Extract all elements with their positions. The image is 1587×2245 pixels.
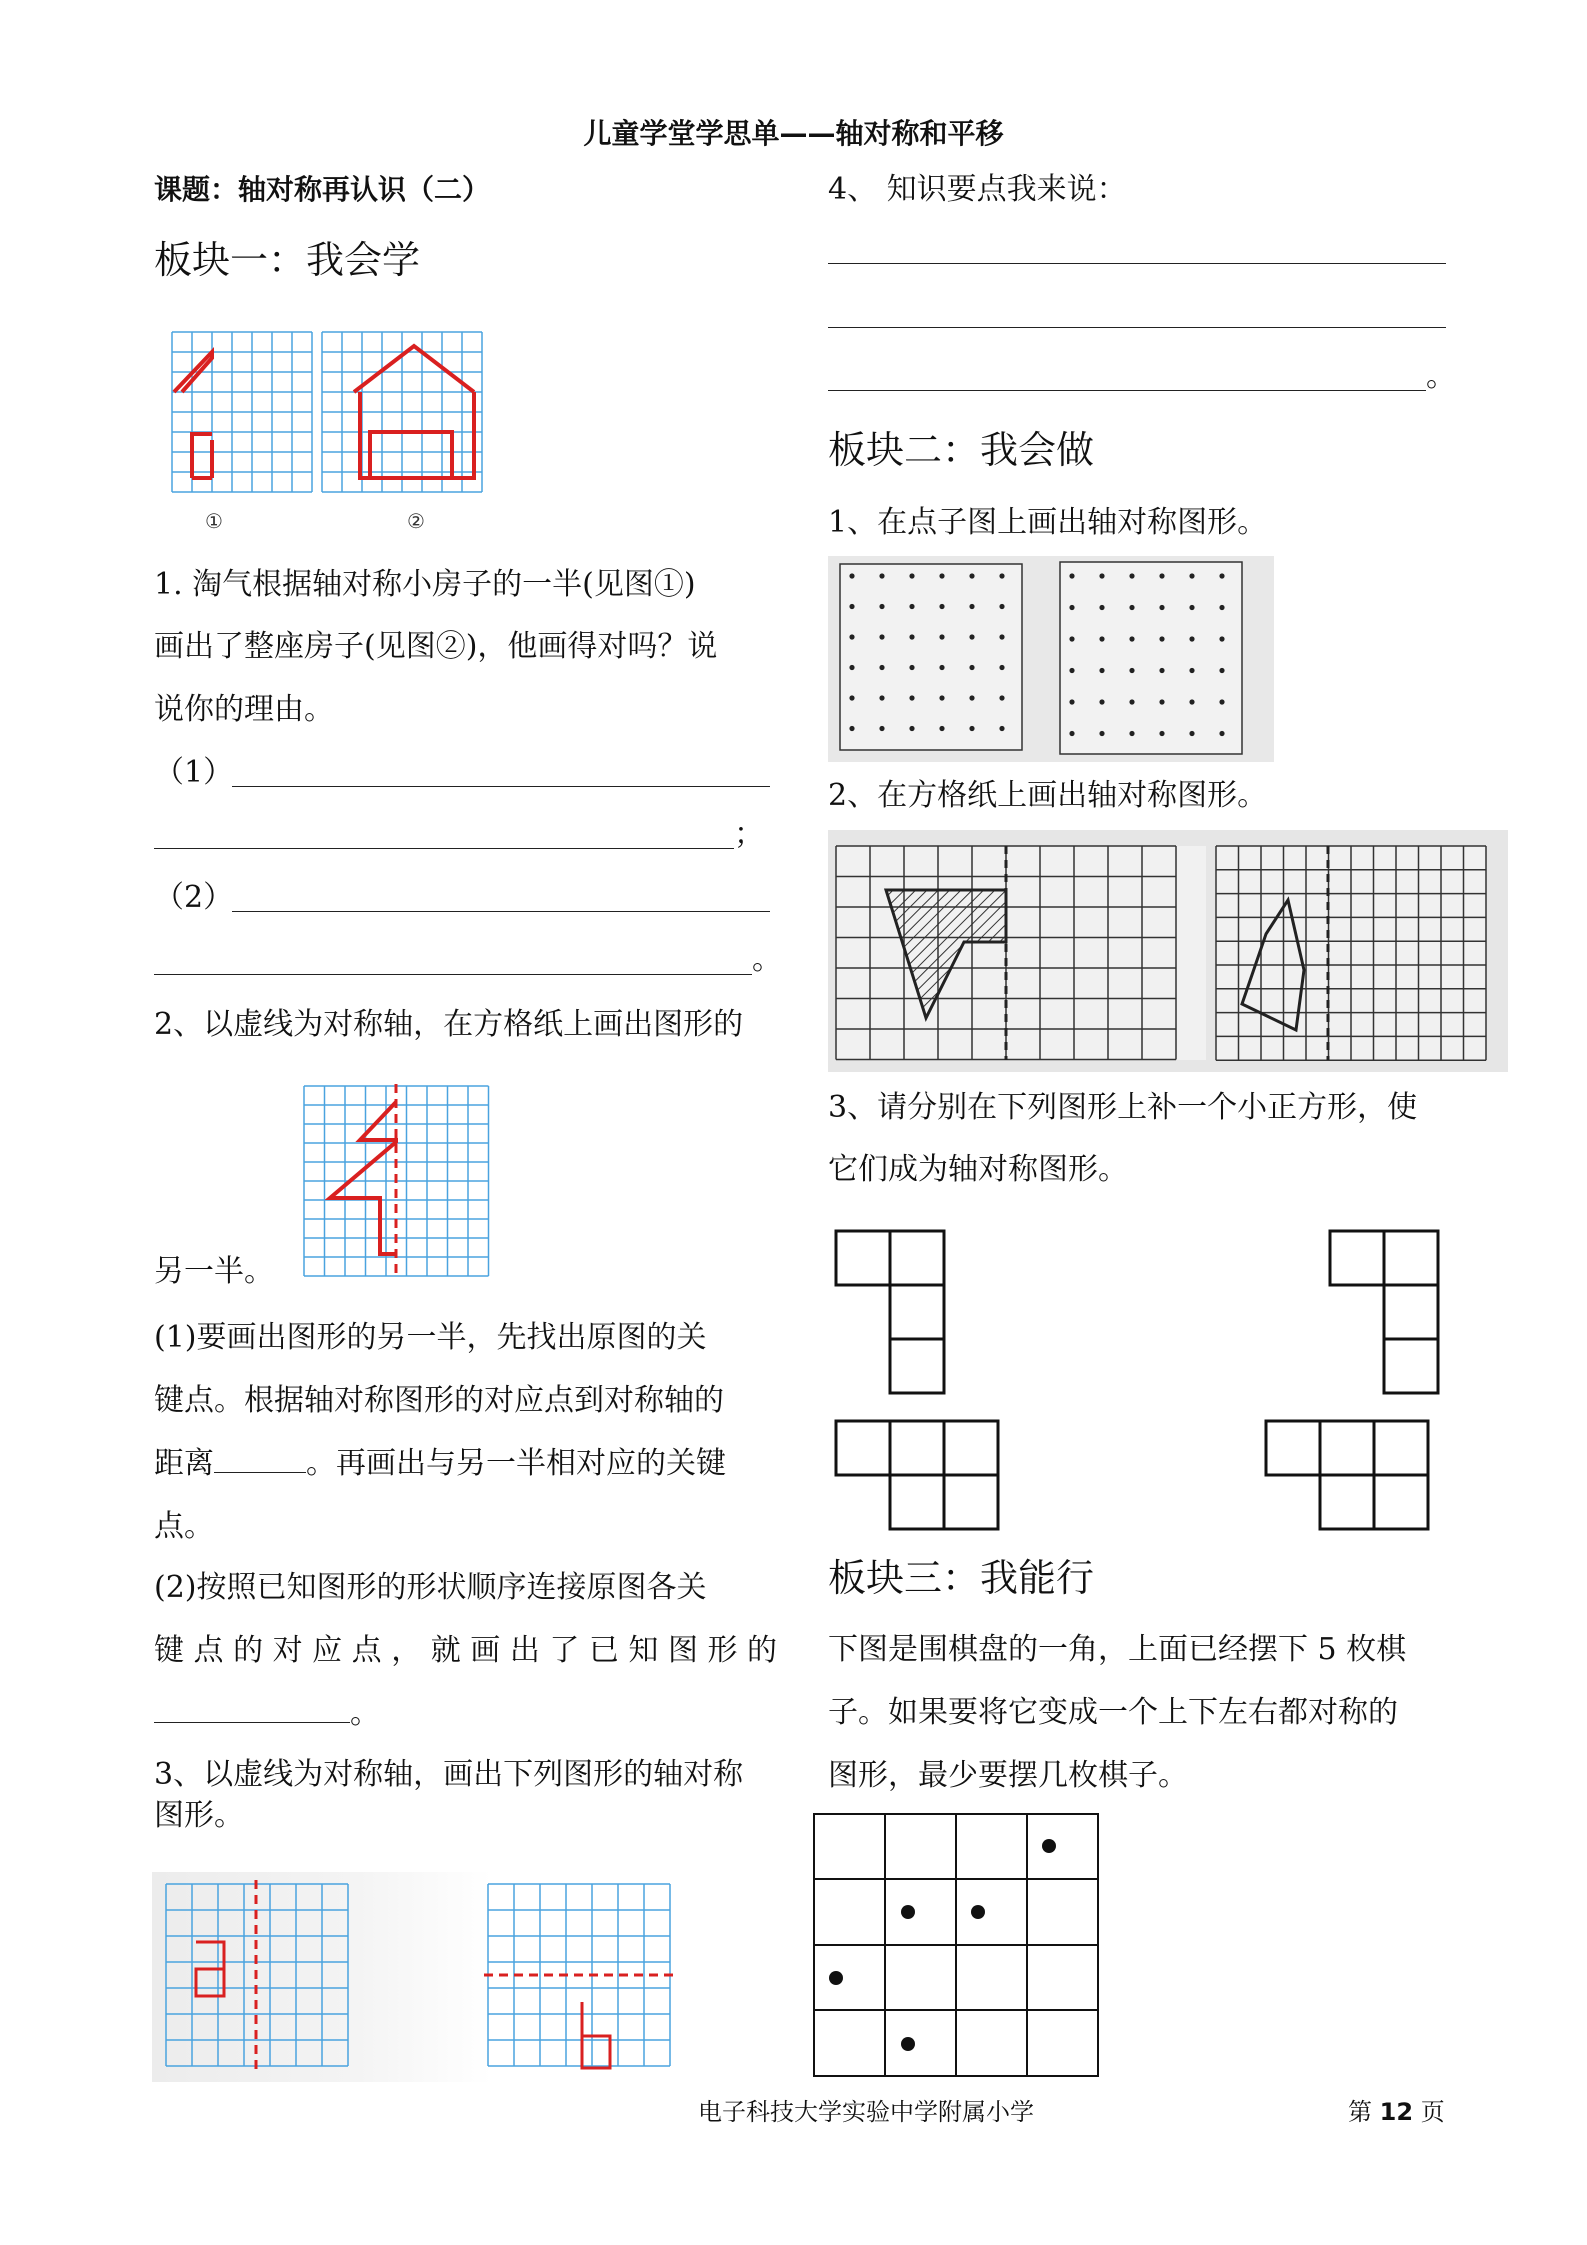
dot [939,726,944,731]
q2-sub2-line-2: 键 点 的 对 应 点 ， 就 画 出 了 已 知 图 形 的 [154,1633,778,1668]
go-stone [901,2037,915,2051]
dot [969,634,974,639]
go-stone [971,1905,985,1919]
page-title: 儿童学堂学思单——轴对称和平移 [583,117,1004,150]
dot [1099,605,1104,610]
dot [1219,668,1224,673]
dot [1129,699,1134,704]
q4-label: 4、 知识要点我来说： [828,172,1127,207]
dot [999,695,1004,700]
q2-sub1-line-3 [154,1444,726,1484]
dot [849,573,854,578]
dot [969,573,974,578]
section2-title: 板块二：我会做 [828,428,1095,472]
dot [1159,636,1164,641]
s2-q1: 1、在点子图上画出轴对称图形。 [828,505,1268,540]
dot [879,634,884,639]
q2-sub2-line-1: (2)按照已知图形的形状顺序连接原图各关 [154,1570,707,1605]
dot [939,634,944,639]
dot [1099,668,1104,673]
dot [999,604,1004,609]
half-house-drawing [174,352,212,478]
dot [939,695,944,700]
dot [909,665,914,670]
dot [1069,605,1074,610]
dot [1219,605,1224,610]
q1-line-1: 1. 淘气根据轴对称小房子的一半(见图①) [154,567,696,602]
dot [969,695,974,700]
q1-line-3: 说你的理由。 [154,692,334,727]
q2-sub2-line-3: 。 [154,1694,380,1734]
dot [1159,605,1164,610]
go-board-figure [812,1812,1102,2080]
q2-sub1-suffix: 。再画出与另一半相对应的关键 [306,1446,726,1481]
semicolon: ； [734,817,764,852]
section1-title: 板块一：我会学 [154,238,421,282]
q3-line-1: 3、以虚线为对称轴，画出下列图形的轴对称 [154,1757,744,1792]
q2-sub1-line-1: (1)要画出图形的另一半，先找出原图的关 [154,1320,707,1355]
q2-sub1-prefix: 距离 [154,1446,214,1481]
dot [1189,636,1194,641]
footer-page: 第 12 页 [1348,2098,1445,2126]
dot [1099,699,1104,704]
dot [1069,731,1074,736]
footer-school: 电子科技大学实验中学附属小学 [698,2098,1034,2126]
dot [939,604,944,609]
dot [1219,699,1224,704]
dot [1189,605,1194,610]
page-number: 12 [1379,2098,1414,2126]
dot [1069,668,1074,673]
s2-q2: 2、在方格纸上画出轴对称图形。 [828,778,1268,813]
dot [999,726,1004,731]
q3-line-2: 图形。 [154,1798,244,1833]
dot [1099,573,1104,578]
dot [849,634,854,639]
q3-grid-figure-1 [162,1880,352,2070]
q1-answer-1-label: （1） [154,755,234,790]
dot [1219,573,1224,578]
q1-answer-2-label: （2） [154,880,234,915]
dot [879,573,884,578]
dot [1069,699,1074,704]
dot [939,573,944,578]
answer-line[interactable] [828,390,1426,391]
shape-6-drawing [582,2002,610,2068]
dot [879,604,884,609]
dot [909,604,914,609]
dot [1129,605,1134,610]
dot [1069,573,1074,578]
dot [1159,699,1164,704]
shape-blank[interactable] [154,1694,350,1723]
q2-line-2: 另一半。 [154,1254,274,1289]
period: 。 [1426,359,1456,394]
house-grid-figure [152,310,492,540]
dot [909,726,914,731]
dot [999,634,1004,639]
dot [999,665,1004,670]
square-shapes-figure [828,1225,1468,1545]
q2-grid-figure [300,1082,494,1280]
dot [879,726,884,731]
square-grid-figure [828,830,1508,1072]
q3-grid-figure-2 [484,1880,674,2070]
dot [1159,731,1164,736]
dot [849,695,854,700]
dot-grid-figure [828,556,1274,762]
q1-line-2: 画出了整座房子(见图②)，他画得对吗？说 [154,629,718,664]
dot [1159,668,1164,673]
q2-sub1-line-4: 点。 [154,1509,214,1544]
dot [1219,636,1224,641]
s3-line-2: 子。如果要将它变成一个上下左右都对称的 [828,1695,1398,1730]
dot [1189,731,1194,736]
dot [969,665,974,670]
q2-line-1: 2、以虚线为对称轴，在方格纸上画出图形的 [154,1007,744,1042]
dot [879,695,884,700]
dot [1159,573,1164,578]
dot [1189,699,1194,704]
dot [879,665,884,670]
distance-blank[interactable] [214,1444,306,1473]
dot [969,604,974,609]
s3-line-3: 图形，最少要摆几枚棋子。 [828,1758,1188,1793]
dot [939,665,944,670]
period: 。 [752,942,782,977]
go-stone [901,1905,915,1919]
dot [1129,636,1134,641]
dot [1129,668,1134,673]
figure-label-2: ② [407,509,425,533]
dot [1069,636,1074,641]
dot [1129,573,1134,578]
answer-line[interactable] [154,974,752,975]
figure-label-1: ① [205,509,223,533]
dot [909,573,914,578]
dot [969,726,974,731]
dot [999,573,1004,578]
answer-line[interactable] [828,327,1446,328]
dot [849,726,854,731]
go-stone [829,1971,843,1985]
section3-title: 板块三：我能行 [828,1556,1095,1600]
dot [849,665,854,670]
dot [1219,731,1224,736]
dot [1189,573,1194,578]
lesson-title: 课题：轴对称再认识（二） [154,173,491,206]
answer-line[interactable] [154,848,734,849]
dot [849,604,854,609]
answer-line[interactable] [232,786,770,787]
answer-line[interactable] [232,911,770,912]
q2-sub1-line-2: 键点。根据轴对称图形的对应点到对称轴的 [154,1383,724,1418]
go-stone [1042,1839,1056,1853]
dot [909,695,914,700]
dot [909,634,914,639]
dot [1189,668,1194,673]
dot [1129,731,1134,736]
s2-q3-line-1: 3、请分别在下列图形上补一个小正方形，使 [828,1090,1418,1125]
s2-q3-line-2: 它们成为轴对称图形。 [828,1152,1128,1187]
dot [1099,636,1104,641]
answer-line[interactable] [828,263,1446,264]
s3-line-1: 下图是围棋盘的一角，上面已经摆下 5 枚棋 [828,1632,1407,1667]
dot [1099,731,1104,736]
